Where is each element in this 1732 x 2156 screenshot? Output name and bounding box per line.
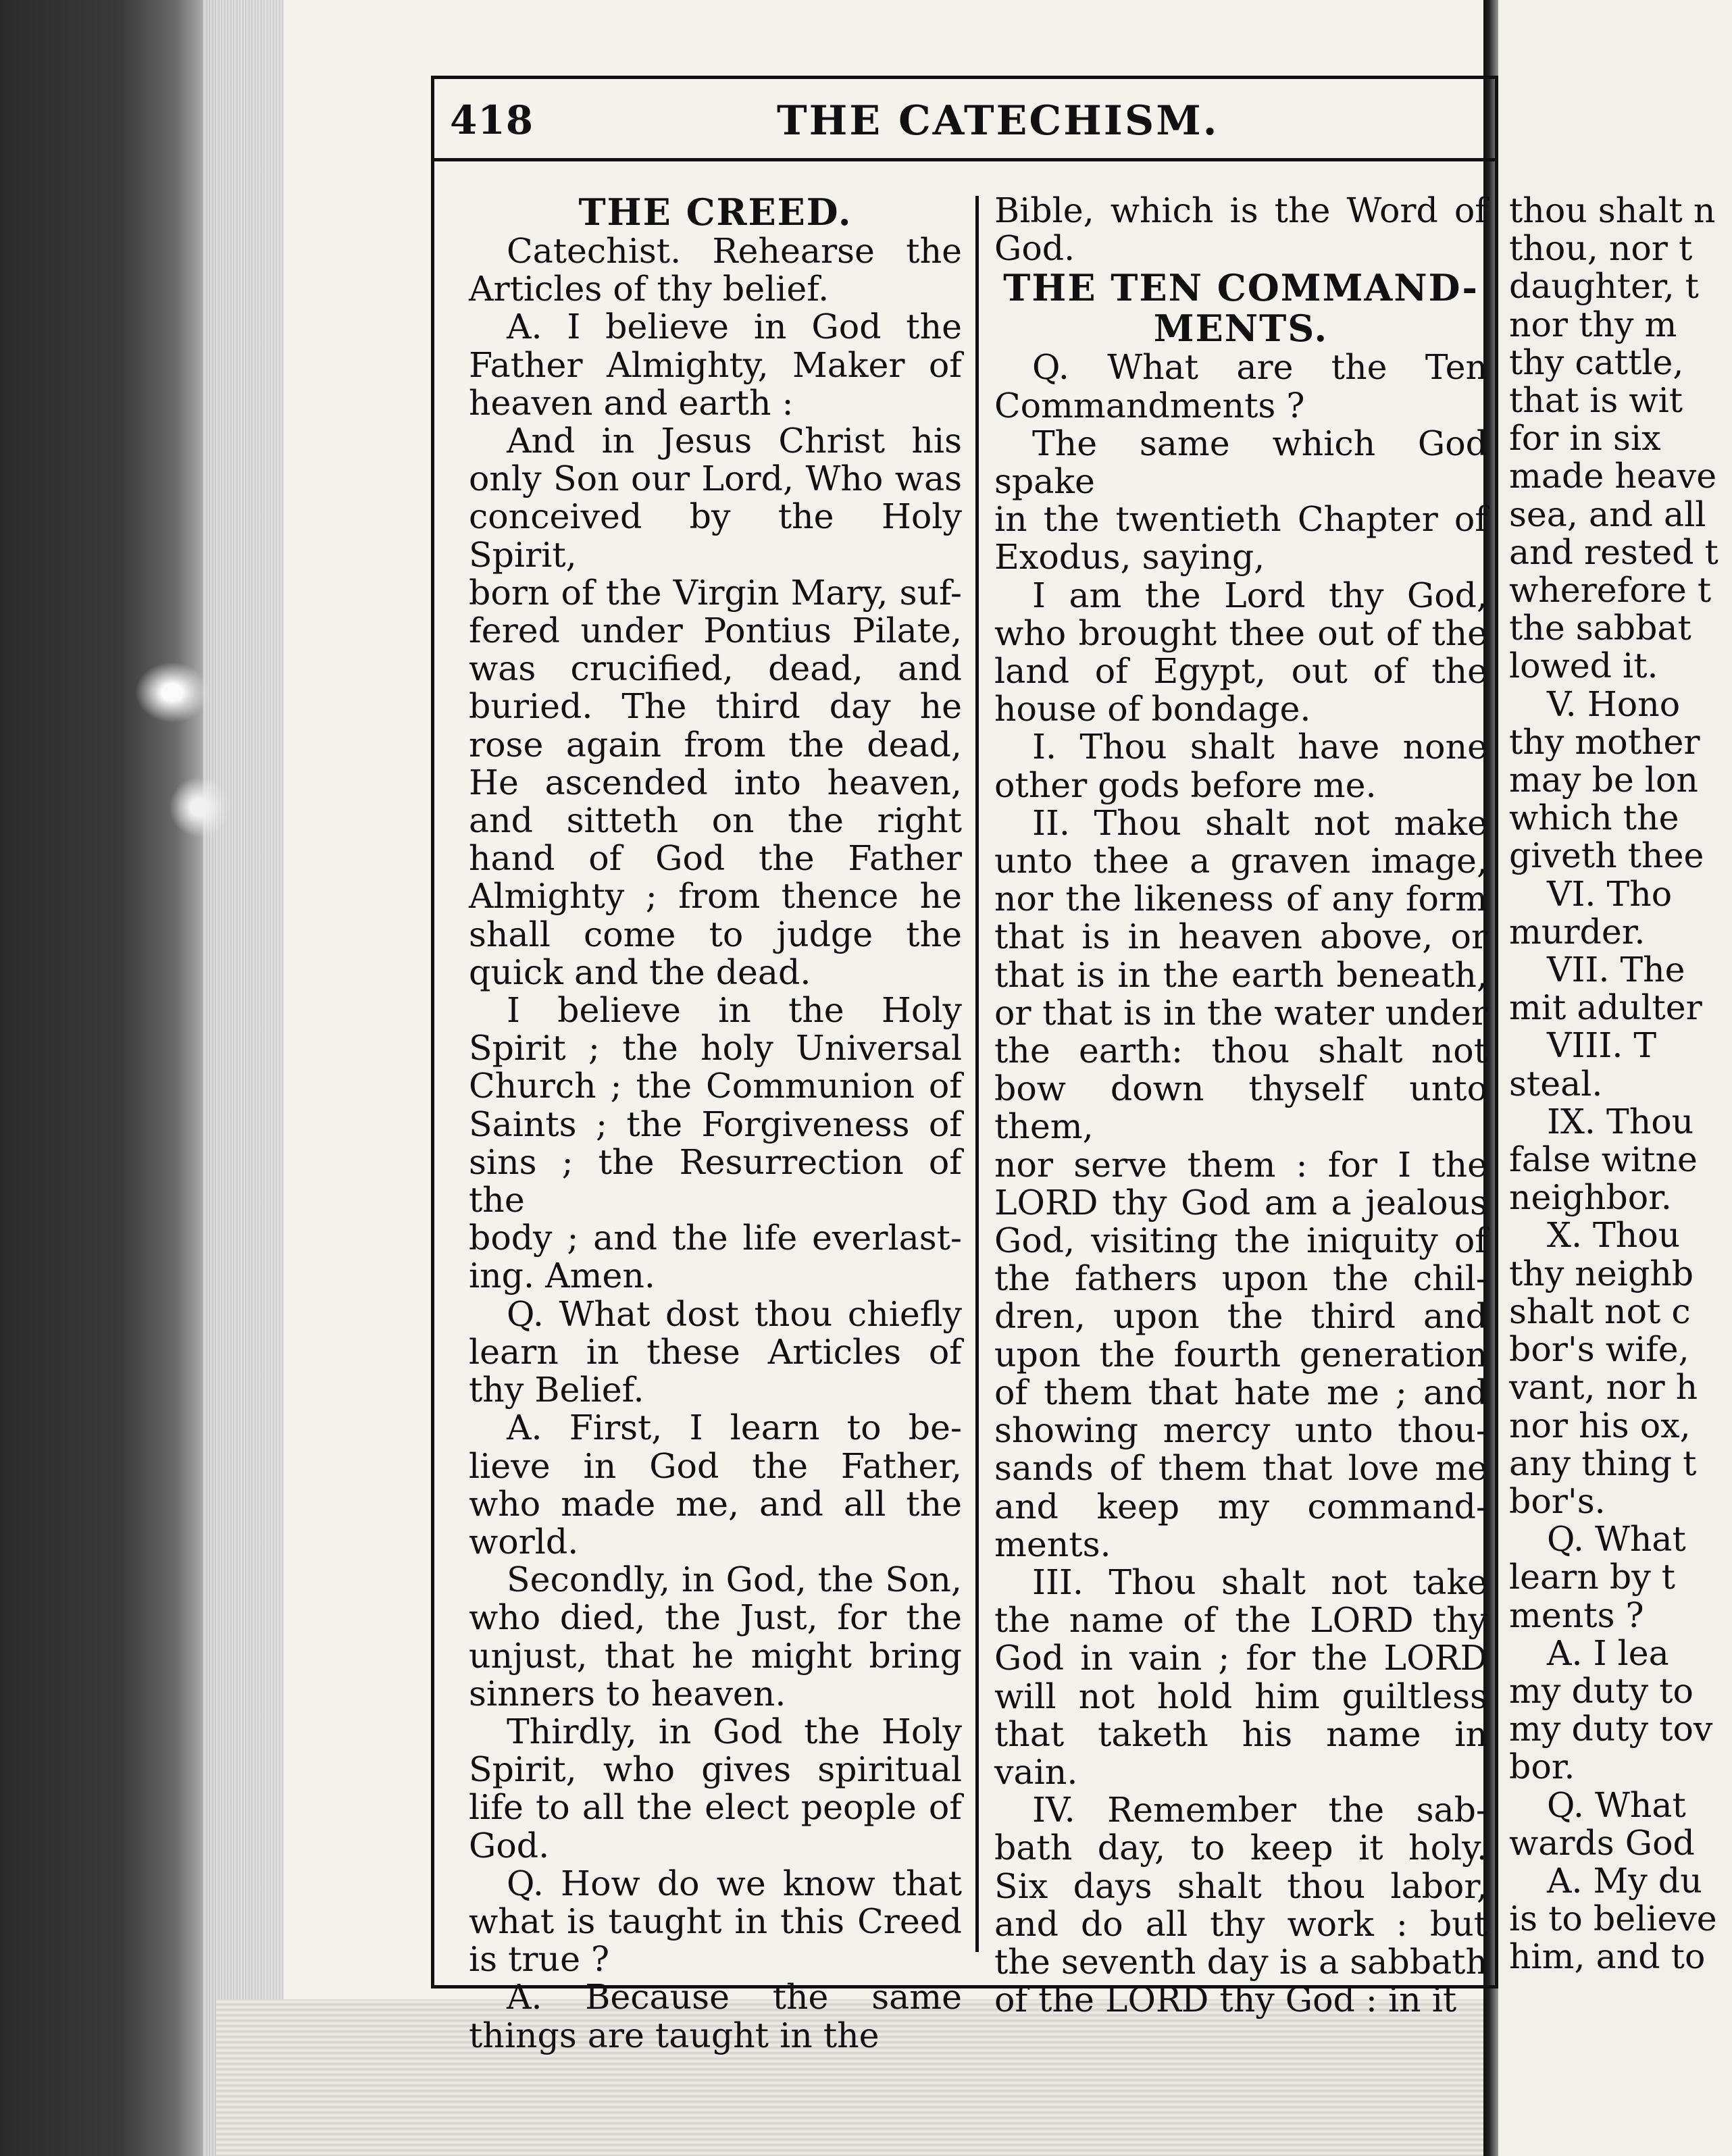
section-heading: MENTS. <box>1153 307 1329 351</box>
text-line: X. Thou <box>1547 1215 1681 1256</box>
header-rule <box>434 158 1495 161</box>
text-line: was crucified, dead, and <box>469 648 962 689</box>
text-line: born of the Virgin Mary, suf- <box>469 572 962 613</box>
text-line: thy neighb <box>1509 1253 1694 1293</box>
text-line: unjust, that he might bring <box>469 1635 962 1676</box>
text-line: mit adulter <box>1509 987 1702 1028</box>
text-line: my duty tov <box>1509 1709 1713 1749</box>
text-line: made heave <box>1509 456 1717 496</box>
text-line: ments. <box>994 1524 1111 1564</box>
text-line: thy cattle, <box>1509 342 1684 382</box>
text-line: Q. How do we know that <box>507 1863 962 1903</box>
text-line: will not hold him guiltless <box>994 1676 1487 1716</box>
text-line: vain. <box>994 1751 1078 1792</box>
text-line: land of Egypt, out of the <box>994 651 1487 692</box>
text-line: sands of them that love me <box>994 1448 1487 1489</box>
text-line: and keep my command- <box>994 1486 1487 1526</box>
text-line: is true ? <box>469 1939 610 1980</box>
text-line: God. <box>469 1825 550 1866</box>
text-line: who died, the Just, for the <box>469 1597 962 1638</box>
text-line: thou shalt n <box>1509 190 1716 230</box>
text-line: bor. <box>1509 1747 1575 1787</box>
text-line: that taketh his name in <box>994 1714 1487 1754</box>
text-line: showing mercy unto thou- <box>994 1410 1487 1451</box>
text-line: neighbor. <box>1509 1177 1672 1218</box>
paragraph <box>469 992 962 1295</box>
text-line: lowed it. <box>1509 646 1658 686</box>
paragraph <box>469 308 962 422</box>
text-line: heaven and earth : <box>469 382 794 423</box>
text-line: vant, nor h <box>1509 1367 1698 1408</box>
paragraph <box>469 1865 962 1979</box>
paragraph <box>994 1564 1487 1791</box>
text-line: I am the Lord thy God, <box>1032 575 1487 615</box>
text-line: thy Belief. <box>469 1370 644 1410</box>
text-line: house of bondage. <box>994 689 1311 729</box>
text-line: Spirit ; the holy Universal <box>469 1028 962 1069</box>
text-line: and sitteth on the right <box>469 800 962 841</box>
text-line: may be lon <box>1509 760 1698 800</box>
text-line: shall come to judge the <box>469 914 962 954</box>
text-line: world. <box>469 1521 579 1562</box>
paragraph <box>994 192 1487 267</box>
section-heading: THE TEN COMMAND- <box>1003 266 1479 310</box>
text-line: learn in these Articles of <box>469 1331 962 1372</box>
text-line: VIII. T <box>1547 1025 1657 1066</box>
text-line: And in Jesus Christ his <box>507 421 962 461</box>
text-line: Articles of thy belief. <box>469 269 830 309</box>
text-line: bor's wife, <box>1509 1329 1689 1370</box>
text-line: bor's. <box>1509 1481 1606 1521</box>
text-line: the sabbat <box>1509 608 1691 648</box>
text-line: Spirit, who gives spiritual <box>469 1749 962 1790</box>
text-line: daughter, t <box>1509 266 1699 307</box>
text-line: III. Thou shalt not take <box>1032 1562 1487 1602</box>
page-number: 418 <box>450 97 534 143</box>
paragraph <box>994 1791 1487 2019</box>
paragraph <box>469 232 962 308</box>
paragraph <box>994 804 1487 1564</box>
text-line: ing. Amen. <box>469 1256 655 1296</box>
text-line: steal. <box>1509 1063 1603 1104</box>
text-line: IX. Thou <box>1547 1101 1694 1141</box>
text-line: body ; and the life everlast- <box>469 1218 962 1258</box>
text-line: conceived by the Holy Spirit, <box>469 496 962 575</box>
text-line: sins ; the Resurrection of the <box>469 1141 962 1221</box>
text-line: VII. The <box>1547 950 1685 990</box>
text-line: bath day, to keep it holy. <box>994 1828 1487 1868</box>
text-column-3-partial <box>1509 192 1732 1976</box>
text-line: false witne <box>1509 1139 1698 1180</box>
text-line: A. First, I learn to be- <box>507 1408 962 1448</box>
paragraph <box>994 425 1487 577</box>
paragraph <box>469 1295 962 1410</box>
text-line: sea, and all <box>1509 494 1706 534</box>
column-divider <box>975 196 979 1952</box>
text-line: upon the fourth generation <box>994 1334 1487 1375</box>
text-line: VI. Tho <box>1547 873 1673 914</box>
paragraph <box>469 1409 962 1561</box>
text-line: nor his ox, <box>1509 1405 1691 1445</box>
text-line: He ascended into heaven, <box>469 762 962 802</box>
text-line: nor the likeness of any form <box>994 879 1487 919</box>
paragraph <box>469 1978 962 2054</box>
text-line: for in six <box>1509 418 1661 459</box>
text-line: learn by t <box>1509 1557 1676 1597</box>
text-line: A. Because the same <box>507 1977 962 2018</box>
text-line: Q. What <box>1547 1785 1686 1825</box>
paragraph <box>469 1561 962 1713</box>
text-line: bow down thyself unto them, <box>994 1069 1487 1147</box>
text-line: A. I lea <box>1547 1633 1669 1673</box>
text-line: and rested t <box>1509 532 1718 572</box>
text-line: Father Almighty, Maker of <box>469 344 962 385</box>
text-line: Exodus, saying, <box>994 537 1265 578</box>
page-stack-edges <box>203 0 284 2156</box>
text-line: II. Thou shalt not make <box>1032 802 1487 843</box>
text-line: Catechist. Rehearse the <box>507 231 962 271</box>
text-line: wherefore t <box>1509 570 1712 611</box>
text-line: of them that hate me ; and <box>994 1372 1487 1412</box>
text-line: thy mother <box>1509 721 1700 762</box>
section-heading: THE CREED. <box>578 190 852 234</box>
text-line: life to all the elect people of <box>469 1787 962 1828</box>
paragraph <box>994 349 1487 424</box>
text-line: Q. What <box>1547 1519 1686 1560</box>
text-line: shalt not c <box>1509 1291 1691 1331</box>
running-head: THE CATECHISM. <box>777 97 1219 145</box>
text-line: only Son our Lord, Who was <box>469 459 962 499</box>
text-line: Church ; the Communion of <box>469 1066 962 1106</box>
text-line: God in vain ; for the LORD <box>994 1638 1487 1678</box>
text-line: Thirdly, in God the Holy <box>507 1711 962 1751</box>
text-line: things are taught in the <box>469 2015 880 2055</box>
paragraph <box>469 422 962 992</box>
text-line: V. Hono <box>1547 684 1681 724</box>
text-line: A. I believe in God the <box>507 307 962 347</box>
text-line: nor thy m <box>1509 304 1677 344</box>
text-line: the fathers upon the chil- <box>994 1258 1487 1299</box>
text-line: that is in the earth beneath, <box>994 954 1487 995</box>
text-line: God, visiting the iniquity of <box>994 1221 1487 1261</box>
text-line: the seventh day is a sabbath <box>994 1941 1487 1982</box>
text-line: A. My du <box>1547 1860 1702 1901</box>
text-line: nor serve them : for I the <box>994 1144 1487 1185</box>
text-line: Saints ; the Forgiveness of <box>469 1104 962 1144</box>
text-line: fered under Pontius Pilate, <box>469 611 962 651</box>
text-line: Bible, which is the Word of <box>994 190 1487 230</box>
text-line: who made me, and all the <box>469 1483 962 1524</box>
text-line: in the twentieth Chapter of <box>994 499 1487 540</box>
text-line: that is wit <box>1509 380 1683 421</box>
text-line: thou, nor t <box>1509 228 1693 269</box>
text-line: hand of God the Father <box>469 838 962 879</box>
text-line: ments ? <box>1509 1595 1644 1635</box>
text-line: IV. Remember the sab- <box>1032 1790 1487 1830</box>
text-line: my duty to <box>1509 1670 1693 1711</box>
text-column-2 <box>994 192 1487 2019</box>
text-line: and do all thy work : but <box>994 1903 1487 1944</box>
text-line: rose again from the dead, <box>469 724 962 765</box>
paper-stain <box>169 777 230 838</box>
text-line: of the LORD thy God : in it <box>994 1980 1457 2020</box>
text-column-1 <box>469 192 962 2055</box>
text-line: giveth thee <box>1509 836 1704 876</box>
text-line: Q. What are the Ten <box>1032 347 1487 388</box>
text-line: that is in heaven above, or <box>994 917 1487 957</box>
text-line: which the <box>1509 798 1679 838</box>
text-line: unto thee a graven image, <box>994 841 1487 881</box>
text-line: buried. The third day he <box>469 686 962 727</box>
text-line: God. <box>994 228 1075 269</box>
text-line: who brought thee out of the <box>994 613 1487 653</box>
paragraph <box>994 577 1487 729</box>
text-line: the name of the LORD thy <box>994 1600 1487 1641</box>
text-line: the earth: thou shalt not <box>994 1031 1487 1071</box>
paragraph <box>469 1713 962 1865</box>
text-line: dren, upon the third and <box>994 1296 1487 1337</box>
text-line: The same which God spake <box>994 423 1487 502</box>
text-line: LORD thy God am a jealous <box>994 1182 1487 1223</box>
text-line: murder. <box>1509 911 1646 952</box>
text-line: wards God <box>1509 1822 1695 1863</box>
text-line: Q. What dost thou chiefly <box>507 1293 962 1334</box>
text-line: other gods before me. <box>994 765 1377 805</box>
text-line: or that is in the water under <box>994 992 1487 1033</box>
text-line: what is taught in this Creed <box>469 1901 962 1941</box>
text-line: Six days shalt thou labor, <box>994 1866 1487 1906</box>
text-line: lieve in God the Father, <box>469 1445 962 1486</box>
text-line: quick and the dead. <box>469 952 811 992</box>
text-line: Almighty ; from thence he <box>469 876 962 917</box>
text-line: Commandments ? <box>994 385 1305 426</box>
text-line: any thing t <box>1509 1443 1697 1483</box>
text-line: I. Thou shalt have none <box>1032 727 1487 767</box>
text-line: is to believe <box>1509 1899 1717 1939</box>
text-line: sinners to heaven. <box>469 1673 786 1714</box>
text-line: I believe in the Holy <box>507 990 962 1031</box>
text-line: him, and to <box>1509 1936 1706 1977</box>
paragraph <box>994 728 1487 804</box>
paper-stain <box>135 662 209 723</box>
text-line: Secondly, in God, the Son, <box>507 1560 962 1600</box>
